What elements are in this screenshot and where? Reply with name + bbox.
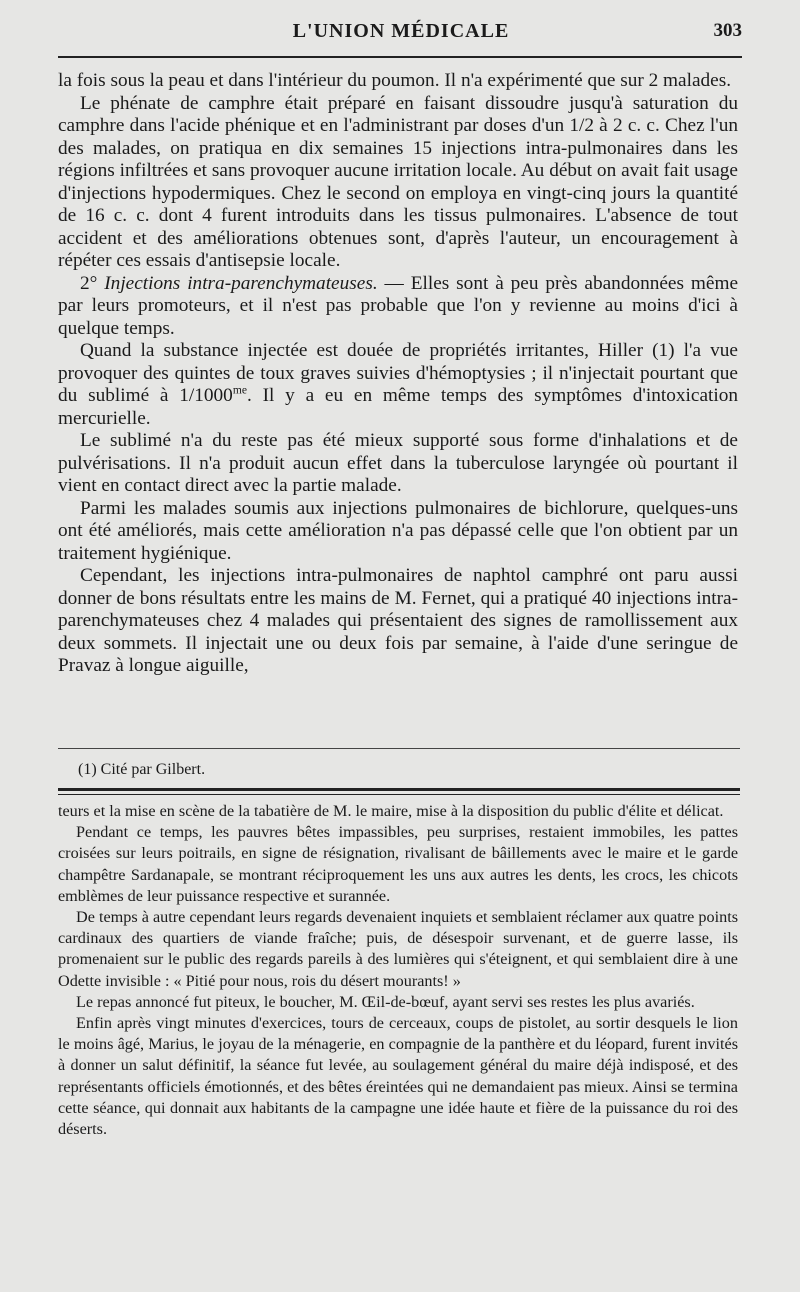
paragraph: teurs et la mise en scène de la tabatière de M. le maire, mise à la disposition du public d'élite et délicat.	[58, 802, 724, 820]
paragraph: Cependant, les injections intra-pulmonaires de naphtol camphré ont paru aussi donner de bons résultats entre les mains de M. Fernet, qui a pratiqué 40 injections intra-parenchymateuses chez 4 malades qui présentaient des signes de ramollissement aux deux sommets. Il injectait une ou deux fois par semaine, à l'aide d'une seringue de Pravaz à longue aiguille,	[58, 565, 738, 676]
section-number: 2°	[80, 272, 98, 294]
paragraph: Enfin après vingt minutes d'exercices, tours de cerceaux, coups de pistolet, au sortir desquels le lion le moins âgé, Marius, le joyau de la ménagerie, en compagnie de la panthère et du léopard, furent invités à donner un salut définitif, la séance fut levée, au soulagement général du maire déjà indisposé, et des représentants officiels émotionnés, et des bêtes éreintées qui ne demandaient pas mieux. Ainsi se termina cette séance, qui donnait aux habitants de la campagne une idée haute et fière de la puissance du roi des déserts.	[58, 1014, 738, 1139]
paragraph-section-2	[58, 273, 738, 341]
header-rule	[58, 56, 742, 58]
superscript: me	[232, 383, 247, 397]
section-text: — Elles sont à peu près abandonnées même par leurs promoteurs, et il n'est pas probable que l'on y revienne au moins d'ici à quelque temps.	[58, 272, 739, 339]
paragraph: Le repas annoncé fut piteux, le boucher, M. Œil-de-bœuf, ayant servi ses restes les plus avariés.	[76, 992, 695, 1011]
paragraph: Le phénate de camphre était préparé en faisant dissoudre jusqu'à saturation du camphre dans l'acide phénique et en l'administrant par doses d'un 1/2 à 2 c. c. Chez l'un des malades, on pratiqua en dix semaines 15 injections intra-pulmonaires dans les régions infiltrées et sans provoquer aucune irritation locale. Au début on avait fait usage d'injections hypodermiques. Chez le second on employa en vingt-cinq jours la quantité de 16 c. c. dont 4 furent introduits dans les tissus pulmonaires. L'absence de tout accident et des améliorations obtenues sont, d'après l'auteur, un encouragement à répéter ces essais d'antisepsie locale.	[58, 92, 738, 271]
page-number: 303	[713, 20, 742, 41]
paragraph: Le sublimé n'a du reste pas été mieux supporté sous forme d'inhalations et de pulvérisations. Il n'a produit aucun effet dans la tuberculose laryngée où pourtant il vient en contact direct avec la partie malade.	[58, 430, 738, 496]
paragraph: Quand la substance injectée est douée de propriétés irritantes, Hiller (1) l'a vue provoquer des quintes de toux graves suivies d'hémoptysies ; il n'injectait pourtant que du sublimé à $1/1000^{me}$. Il y a eu en même temps des symptômes d'intoxication mercurielle.	[58, 340, 738, 429]
feuilleton-separator	[58, 788, 740, 795]
paragraph: De temps à autre cependant leurs regards devenaient inquiets et semblaient réclamer aux quatre points cardinaux des quartiers de viande fraîche; puis, de désespoir survenant, et de guerre lasse, ils promenaient sur le public des regards pareils à des lumières qui s'éteignent, et qui semblaient dire à une Odette invisible : « Pitié pour nous, rois du désert mourants! »	[58, 908, 738, 990]
paragraph: Pendant ce temps, les pauvres bêtes impassibles, peu surprises, restaient immobiles, les pattes croisées sur leurs poitrails, en signe de résignation, rivalisant de bâillements avec le maire et le garde champêtre Sardanapale, se montrant réciproquement les uns aux autres les dents, les crocs, les chicots emblèmes de leur puissance respective et surannée.	[58, 823, 738, 905]
journal-title: L'UNION MÉDICALE	[292, 20, 510, 42]
paragraph: la fois sous la peau et dans l'intérieur du poumon. Il n'a expérimenté que sur 2 malades.	[58, 70, 732, 91]
paragraph: Parmi les malades soumis aux injections pulmonaires de bichlorure, quelques-uns ont été améliorés, mais cette amélioration n'a pas dépassé celle que l'on obtient par un traitement hygiénique.	[58, 497, 738, 564]
running-head	[60, 20, 742, 50]
feuilleton-text	[58, 801, 738, 1140]
footnote-rule	[58, 748, 740, 749]
main-text	[58, 70, 738, 678]
footnote: (1) Cité par Gilbert.	[78, 761, 206, 778]
section-heading: Injections intra-parenchymateuses.	[104, 272, 378, 294]
